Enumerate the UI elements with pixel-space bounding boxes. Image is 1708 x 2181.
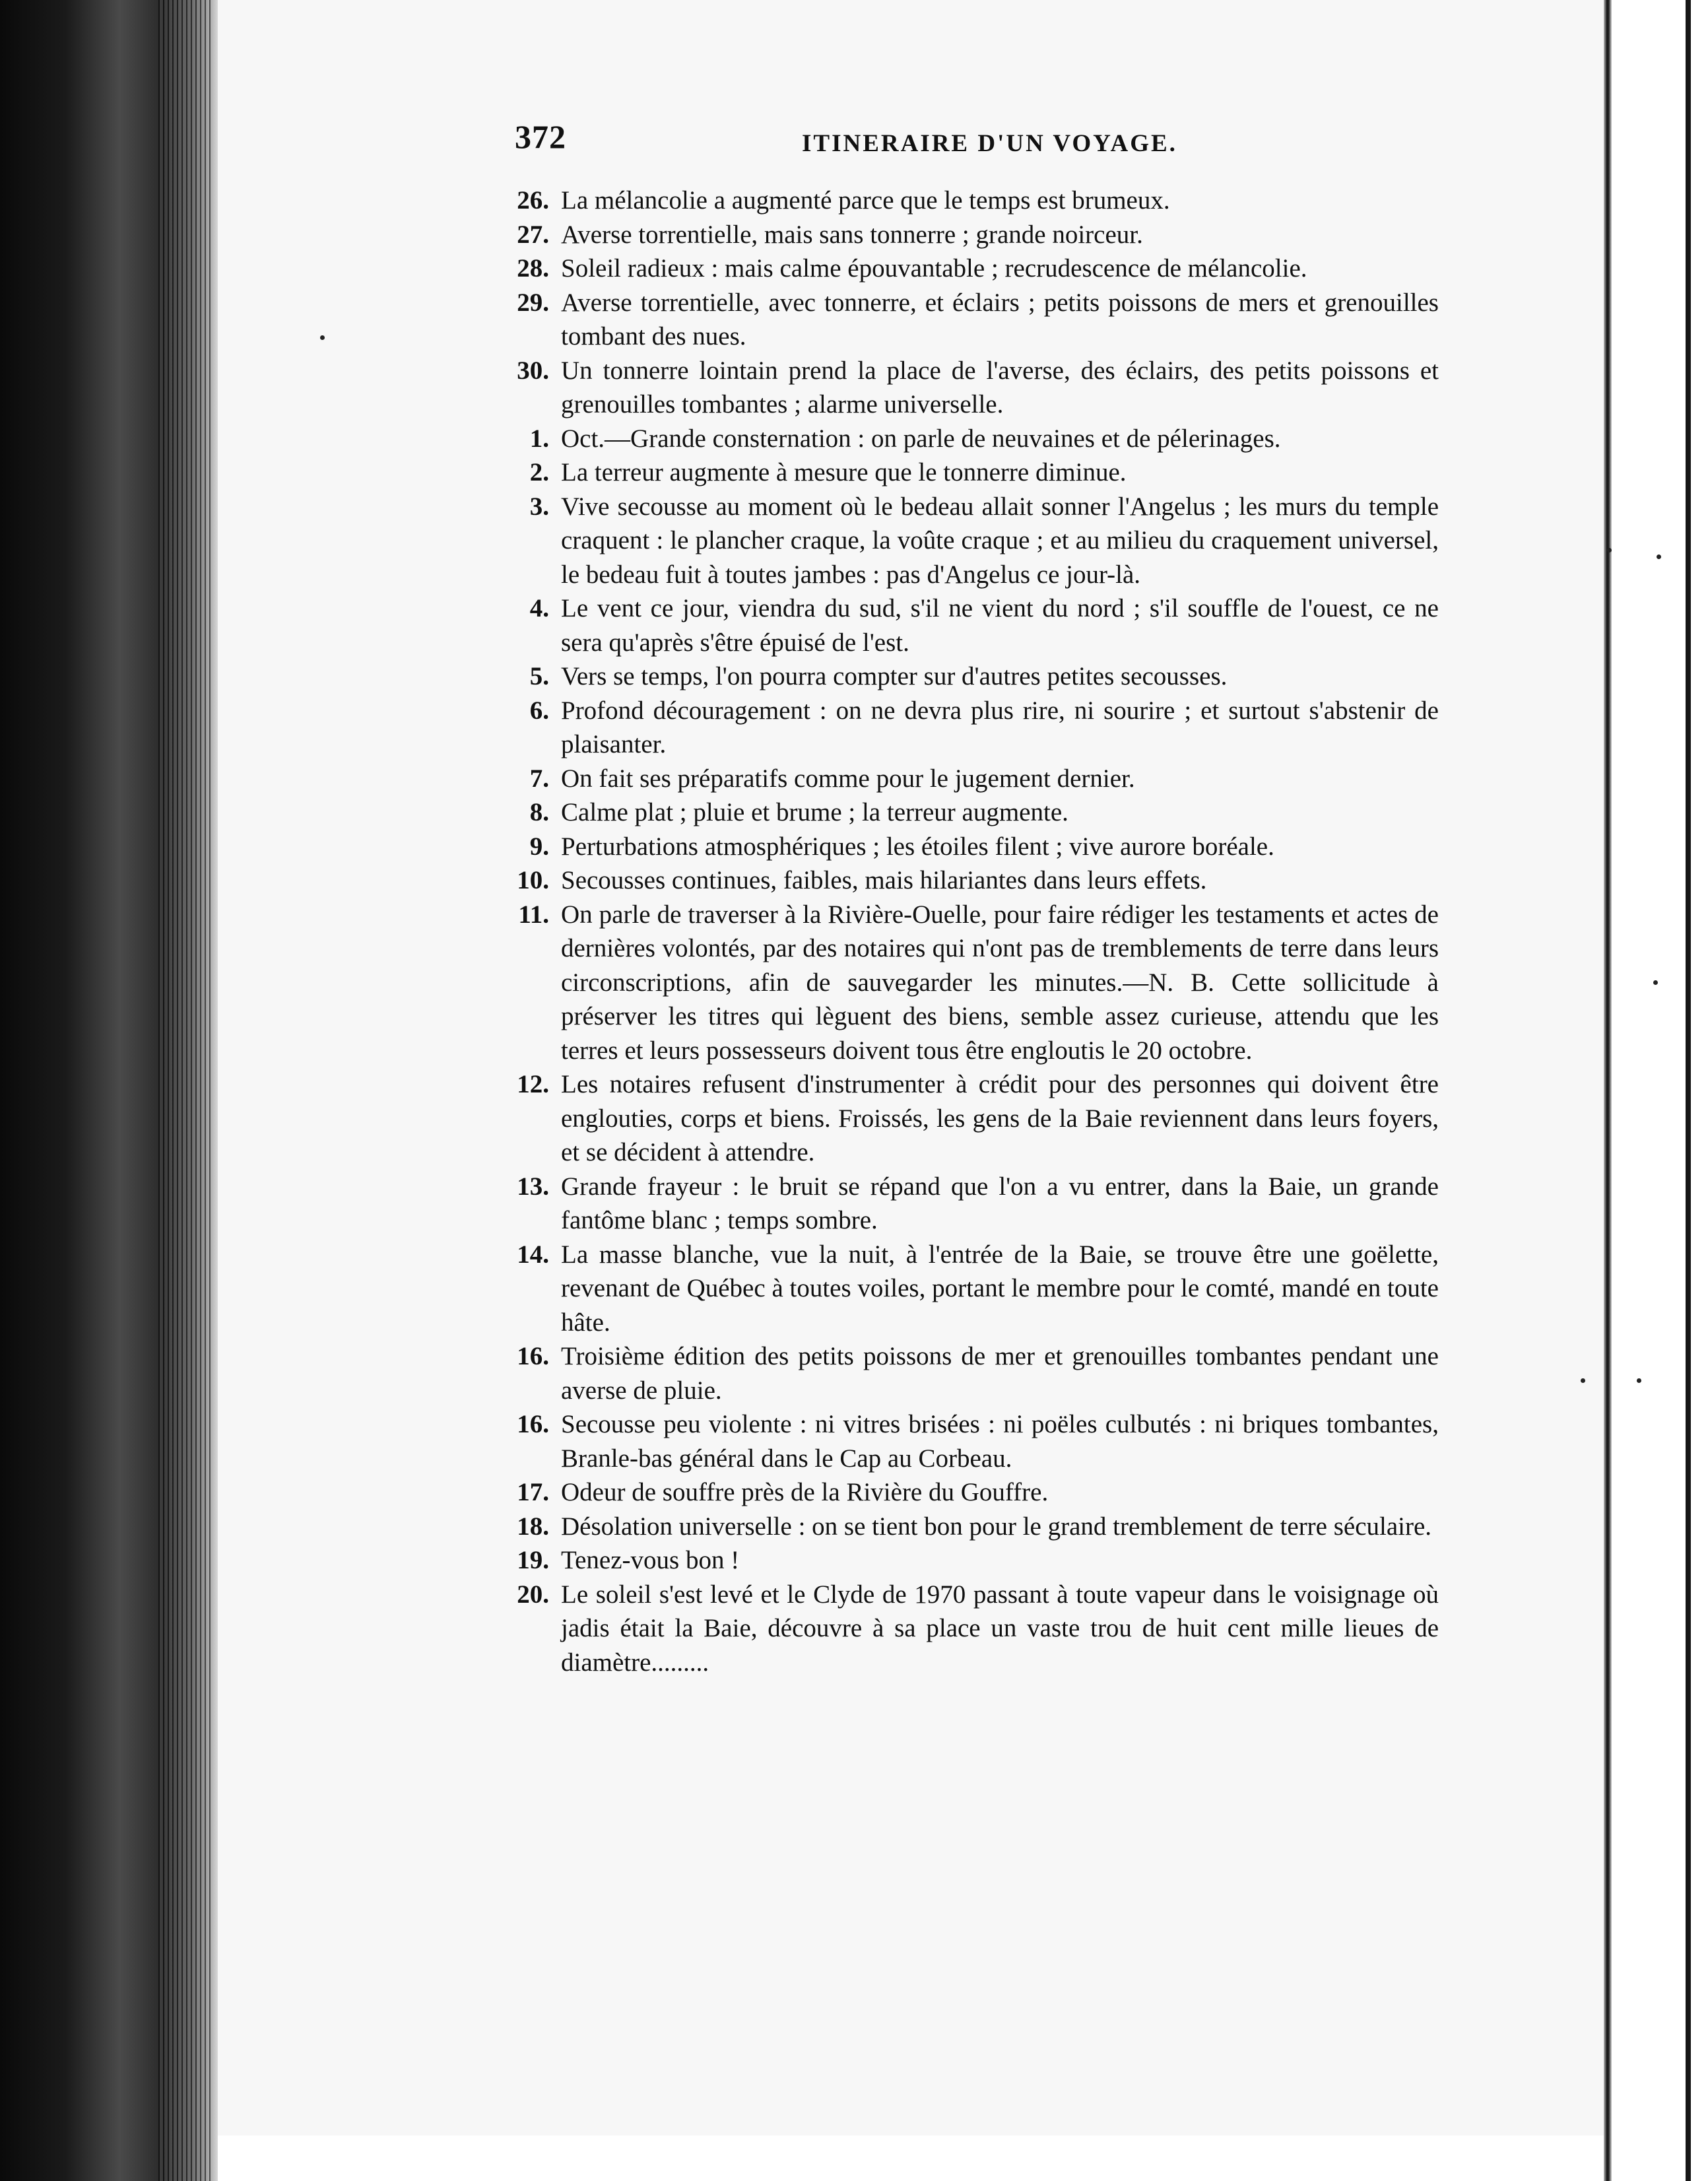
spine-texture [158,0,211,2181]
entry-item [488,354,1439,422]
entry-number: 7. [529,764,549,793]
entry-number: 28. [517,254,549,283]
entry-number: 17. [517,1478,549,1506]
speck [1653,980,1658,985]
entry-text: La mélancolie a augmenté parce que le temps est brumeux. [561,186,1170,215]
entry-text: On parle de traverser à la Rivière-Ouelle, pour faire rédiger les testaments et actes de dernières volontés, par des notaires qui n'ont pas de tremblements de terre dans leurs circonscriptions, afin de sauvegarder les minutes.—N. B. Cette sollicitude à préserver les titres qui lèguent des biens, semble assez curieuse, attendu que les terres et leurs possesseurs doivent tous être engloutis le 20 octobre. [561,900,1439,1065]
entry-number: 9. [529,832,549,861]
entry-number: 13. [517,1172,549,1201]
entry-text: Soleil radieux : mais calme épouvantable ; recrudescence de mélancolie. [561,254,1307,283]
entry-number: 4. [529,594,549,622]
entry-item [488,1475,1439,1510]
page-bottom-margin [218,2135,1708,2181]
entry-number: 16. [517,1342,549,1370]
entry-item [488,762,1439,796]
entry-text: Oct.—Grande consternation : on parle de neuvaines et de pélerinages. [561,424,1281,453]
entry-text: Secousse peu violente : ni vitres brisées : ni poëles culbutés : ni briques tombantes, Branle-bas général dans le Cap au Corbeau. [561,1410,1439,1473]
entry-text: Calme plat ; pluie et brume ; la terreur augmente. [561,798,1068,826]
entry-number: 8. [529,798,549,826]
speck [320,335,325,340]
entry-item [488,694,1439,762]
entry-number: 19. [517,1546,549,1574]
speck [1607,548,1612,553]
entry-number: 30. [517,356,549,385]
entry-number: 20. [517,1580,549,1609]
entry-number: 14. [517,1240,549,1269]
entry-item [488,252,1439,286]
entry-number: 16. [517,1410,549,1438]
entry-item [488,286,1439,354]
entry-text: Troisième édition des petits poissons de mer et grenouilles tombantes pendant une averse de pluie. [561,1342,1439,1405]
entry-text: On fait ses préparatifs comme pour le jugement dernier. [561,764,1135,793]
entry-item [488,863,1439,898]
entry-number: 1. [529,424,549,453]
entry-number: 26. [517,186,549,215]
entry-text: Tenez-vous bon ! [561,1546,740,1574]
page-number: 372 [515,118,566,155]
entry-number: 10. [517,866,549,894]
entry-text: Vers se temps, l'on pourra compter sur d'autres petites secousses. [561,662,1228,690]
entry-text: Les notaires refusent d'instrumenter à crédit pour des personnes qui doivent être englouties, corps et biens. Froissés, les gens de la Baie reviennent dans leurs foyers, et se décident à attendre. [561,1070,1439,1166]
entry-item [488,1578,1439,1680]
entry-text: Odeur de souffre près de la Rivière du Gouffre. [561,1478,1049,1506]
entry-number: 6. [529,696,549,725]
entry-item [488,218,1439,252]
entry-text: Vive secousse au moment où le bedeau allait sonner l'Angelus ; les murs du temple craquent : le plancher craque, la voûte craque ; et au milieu du craquement universel, le bedeau fuit à toutes jambes : pas d'Angelus ce jour-là. [561,492,1439,589]
entry-number: 2. [529,458,549,487]
entry-item [488,184,1439,218]
entry-text: Désolation universelle : on se tient bon pour le grand tremblement de terre séculaire. [561,1512,1432,1541]
entry-item [488,591,1439,659]
entry-text: Grande frayeur : le bruit se répand que l'on a vu entrer, dans la Baie, un grande fantôme blanc ; temps sombre. [561,1172,1439,1234]
entry-text: Averse torrentielle, avec tonnerre, et éclairs ; petits poissons de mers et grenouilles tombant des nues. [561,288,1439,351]
entry-item [488,659,1439,694]
entry-item [488,1543,1439,1578]
entry-text: Le vent ce jour, viendra du sud, s'il ne vient du nord ; s'il souffle de l'ouest, ce ne sera qu'après s'être épuisé de l'est. [561,594,1439,657]
entry-item [488,1339,1439,1407]
entry-number: 3. [529,492,549,521]
entry-item [488,1170,1439,1238]
entry-text: Profond découragement : on ne devra plus rire, ni sourire ; et surtout s'abstenir de plaisanter. [561,696,1439,758]
entry-item [488,490,1439,592]
entry-item [488,830,1439,864]
entry-text: La masse blanche, vue la nuit, à l'entrée de la Baie, se trouve être une goëlette, revenant de Québec à toutes voiles, portant le membre pour le comté, mandé en toute hâte. [561,1240,1439,1337]
entry-number: 27. [517,220,549,249]
entry-item [488,422,1439,456]
entry-item [488,1510,1439,1544]
speck [1637,1378,1641,1383]
entry-text: La terreur augmente à mesure que le tonnerre diminue. [561,458,1127,487]
page-edge-far-right [1686,0,1691,2181]
page-edge-right [1604,0,1612,2181]
entry-number: 29. [517,288,549,317]
speck [1581,1378,1585,1383]
entry-item [488,455,1439,490]
right-margin [1612,0,1686,2181]
entry-text: Un tonnerre lointain prend la place de l'averse, des éclairs, des petits poissons et grenouilles tombantes ; alarme universelle. [561,356,1439,419]
running-title: ITINERAIRE D'UN VOYAGE. [802,130,1177,157]
entry-text: Le soleil s'est levé et le Clyde de 1970 passant à toute vapeur dans le voisignage où jadis était la Baie, découvre à sa place un vaste trou de huit cent mille lieues de diamètre......... [561,1580,1439,1677]
entry-number: 18. [517,1512,549,1541]
entry-item [488,1238,1439,1340]
entry-number: 5. [529,662,549,690]
entry-number: 11. [518,900,549,929]
entry-item [488,795,1439,830]
entry-item [488,1067,1439,1170]
entry-text: Averse torrentielle, mais sans tonnerre ; grande noirceur. [561,220,1143,249]
entry-text: Secousses continues, faibles, mais hilariantes dans leurs effets. [561,866,1207,894]
entry-number: 12. [517,1070,549,1098]
entry-item [488,898,1439,1068]
speck [1657,554,1661,559]
entry-text: Perturbations atmosphériques ; les étoiles filent ; vive aurore boréale. [561,832,1274,861]
entry-list [488,184,1439,1679]
entry-item [488,1407,1439,1475]
